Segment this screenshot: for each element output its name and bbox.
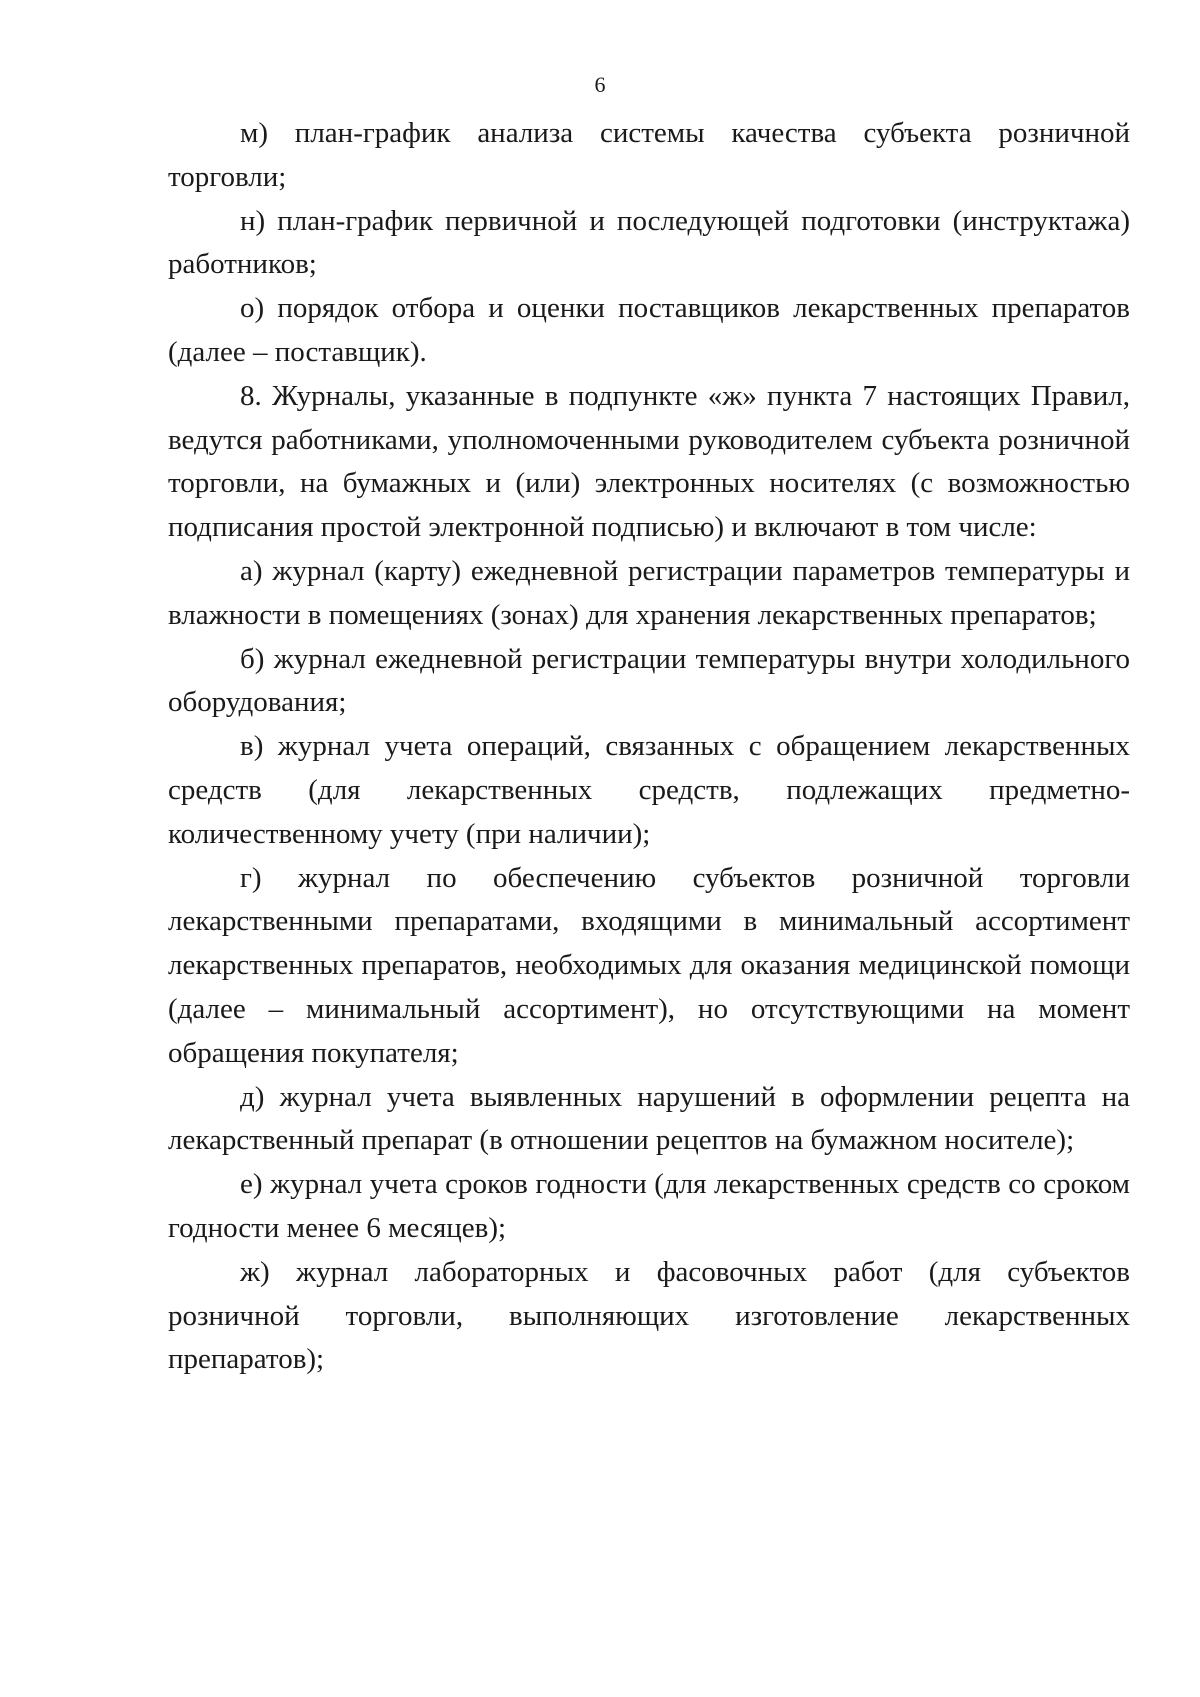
paragraph-zh-laboratory-journal: ж) журнал лабораторных и фасовочных работ (для субъектов розничной торговли, выполняющих изготовление лекарственных препаратов); — [168, 1255, 1130, 1376]
paragraph-g-minimum-assortment-journal: г) журнал по обеспечению субъектов розничной торговли лекарственными препаратами, входящими в минимальный ассортимент лекарственных препаратов, необходимых для оказания медицинской помощи (далее – минимальный ассортимент), но отсутствующими на момент обращения покупателя; — [168, 861, 1130, 1069]
paragraph-d-prescription-violations-journal: д) журнал учета выявленных нарушений в оформлении рецепта на лекарственный препарат (в отношении рецептов на бумажном носителе); — [168, 1080, 1130, 1157]
paragraph-n-training-schedule: н) план-график первичной и последующей подготовки (инструктажа) работников; — [168, 204, 1130, 281]
paragraph-b-refrigerator-journal: б) журнал ежедневной регистрации температуры внутри холодильного оборудования; — [168, 642, 1130, 719]
paragraph-a-temperature-humidity-journal: а) журнал (карту) ежедневной регистрации параметров температуры и влажности в помещениях (зонах) для хранения лекарственных препаратов; — [168, 554, 1130, 631]
paragraph-m-quality-analysis-schedule: м) план-график анализа системы качества субъекта розничной торговли; — [168, 117, 1130, 193]
paragraph-e-expiry-journal: е) журнал учета сроков годности (для лекарственных средств со сроком годности менее 6 месяцев); — [168, 1168, 1130, 1244]
paragraph-o-supplier-selection: о) порядок отбора и оценки поставщиков лекарственных препаратов (далее – поставщик). — [168, 292, 1130, 368]
document-body — [168, 112, 1130, 1382]
paragraph-8-journals: 8. Журналы, указанные в подпункте «ж» пункта 7 настоящих Правил, ведутся работниками, уполномоченными руководителем субъекта розничной торговли, на бумажных и (или) электронных носителях (с возможностью подписания простой электронной подписью) и включают в том числе: — [168, 379, 1130, 544]
paragraph-v-operations-journal: в) журнал учета операций, связанных с обращением лекарственных средств (для лекарственных средств, подлежащих предметно-количественному учету (при наличии); — [168, 730, 1130, 850]
page-number: 6 — [594, 72, 606, 97]
